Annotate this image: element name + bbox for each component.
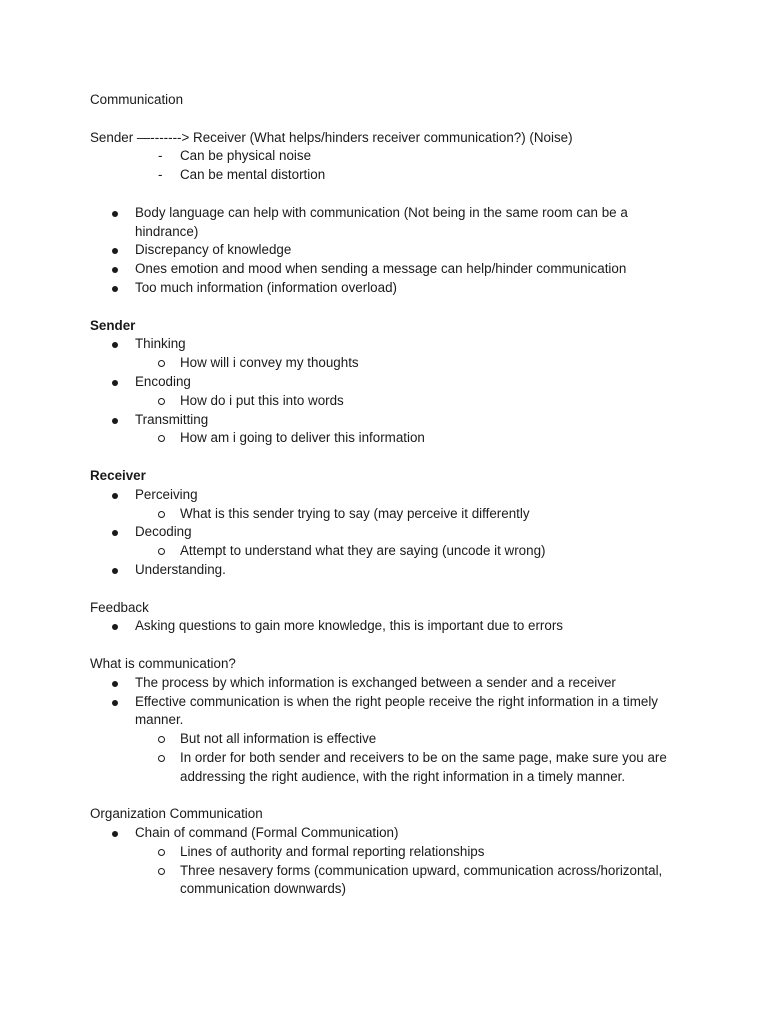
page-title: Communication (90, 92, 184, 107)
sub-list-item (90, 843, 690, 862)
circle-bullet-icon (158, 505, 165, 524)
circle-bullet-icon (158, 392, 165, 411)
bullet-icon (112, 561, 118, 580)
list-item-text: Body language can help with communication (Not being in the same room can be a hindrance) (135, 204, 628, 239)
sub-list-item-text: Three nesavery forms (communication upward, communication across/horizontal, communication downwards) (180, 862, 663, 897)
section-heading-receiver: Receiver (90, 467, 146, 483)
sub-list-item-text: What is this sender trying to say (may perceive it differently (180, 505, 530, 521)
dash-item (90, 147, 690, 166)
list-item (90, 373, 690, 392)
bullet-icon (112, 335, 118, 354)
bullet-icon (112, 241, 118, 260)
list-item (90, 824, 690, 843)
list-item (90, 523, 690, 542)
sub-list-item-text: Attempt to understand what they are saying (uncode it wrong) (180, 543, 546, 559)
bullet-icon (112, 693, 118, 712)
bullet-icon (112, 523, 118, 542)
list-item (90, 241, 690, 260)
bullet-icon (112, 373, 118, 392)
section-heading-sender: Sender (90, 317, 136, 333)
list-item (90, 617, 690, 636)
list-item-text: The process by which information is exchanged between a sender and a receiver (135, 674, 616, 690)
circle-bullet-icon (158, 354, 165, 373)
bullet-icon (112, 617, 118, 636)
sub-list-item-text: How am i going to deliver this information (180, 430, 425, 446)
sub-list-item (90, 862, 690, 900)
bullet-icon (112, 674, 118, 693)
list-item-text: Perceiving (135, 486, 198, 502)
dash-text: Can be mental distortion (180, 167, 326, 183)
list-item (90, 411, 690, 430)
sub-list-item (90, 749, 690, 787)
list-item-text: Thinking (135, 336, 186, 352)
section-heading-organization: Organization Communication (90, 806, 263, 822)
list-item (90, 260, 690, 279)
sub-list-item (90, 730, 690, 749)
sub-list-item (90, 392, 690, 411)
list-item (90, 486, 690, 505)
document-body (90, 91, 690, 899)
list-item-text: Discrepancy of knowledge (135, 242, 292, 258)
list-item (90, 674, 690, 693)
circle-bullet-icon (158, 749, 165, 768)
circle-bullet-icon (158, 862, 165, 881)
bullet-icon (112, 260, 118, 279)
bullet-icon (112, 486, 118, 505)
list-item-text: Effective communication is when the right people receive the right information in a timely manner. (135, 693, 658, 728)
list-item-text: Too much information (information overload) (135, 279, 397, 295)
circle-bullet-icon (158, 730, 165, 749)
dash-item (90, 166, 690, 185)
sub-list-item-text: In order for both sender and receivers to be on the same page, make sure you are addressing the right audience, with the right information in a timely manner. (180, 749, 667, 784)
dash-marker: - (158, 148, 163, 164)
sender-receiver-line: Sender —-------> Receiver (What helps/hinders receiver communication?) (Noise) (90, 129, 573, 145)
circle-bullet-icon (158, 429, 165, 448)
circle-bullet-icon (158, 542, 165, 561)
list-item-text: Understanding. (135, 561, 226, 577)
bullet-icon (112, 204, 118, 223)
list-item (90, 561, 690, 580)
list-item (90, 335, 690, 354)
list-item-text: Decoding (135, 524, 192, 540)
sub-list-item (90, 354, 690, 373)
bullet-icon (112, 411, 118, 430)
list-item (90, 204, 690, 242)
list-item-text: Transmitting (135, 411, 209, 427)
circle-bullet-icon (158, 843, 165, 862)
dash-text: Can be physical noise (180, 148, 312, 164)
sub-list-item (90, 505, 690, 524)
dash-marker: - (158, 167, 163, 183)
sub-list-item-text: How do i put this into words (180, 392, 344, 408)
list-item-text: Encoding (135, 373, 191, 389)
section-heading-what: What is communication? (90, 655, 236, 671)
bullet-icon (112, 279, 118, 298)
section-heading-feedback: Feedback (90, 599, 149, 615)
list-item (90, 693, 690, 731)
list-item-text: Ones emotion and mood when sending a message can help/hinder communication (135, 261, 627, 277)
list-item-text: Chain of command (Formal Communication) (135, 825, 399, 841)
bullet-icon (112, 824, 118, 843)
sub-list-item-text: Lines of authority and formal reporting relationships (180, 843, 485, 859)
list-item-text: Asking questions to gain more knowledge, this is important due to errors (135, 618, 563, 634)
list-item (90, 279, 690, 298)
sub-list-item-text: How will i convey my thoughts (180, 355, 359, 371)
sub-list-item-text: But not all information is effective (180, 731, 377, 747)
sub-list-item (90, 542, 690, 561)
sub-list-item (90, 429, 690, 448)
